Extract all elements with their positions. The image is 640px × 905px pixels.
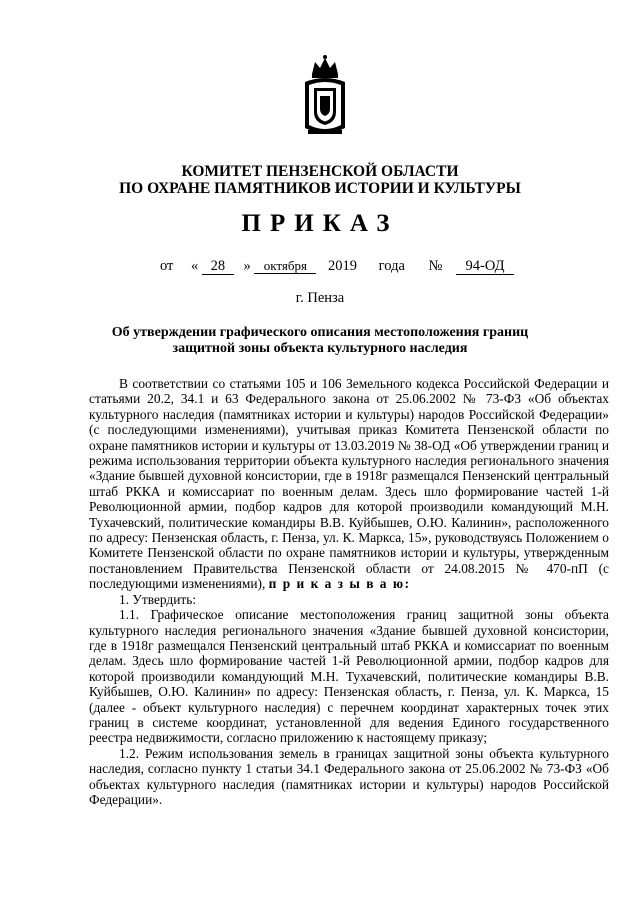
document-body bbox=[89, 376, 609, 807]
city-name: г. Пенза bbox=[295, 290, 345, 306]
date-year: 2019 bbox=[328, 258, 358, 274]
number-sign: № bbox=[428, 258, 443, 274]
year-word: года bbox=[378, 258, 405, 274]
date-prefix: от bbox=[160, 258, 174, 274]
date-month: октября bbox=[254, 258, 316, 274]
quote-close: » bbox=[243, 258, 251, 274]
quote-open: « bbox=[191, 258, 199, 274]
date-number-line bbox=[160, 258, 514, 275]
date-day: 28 bbox=[202, 259, 234, 275]
order-word: п р и к а з ы в а ю: bbox=[268, 576, 411, 592]
committee-name-line2: ПО ОХРАНЕ ПАМЯТНИКОВ ИСТОРИИ И КУЛЬТУРЫ bbox=[119, 180, 521, 197]
item-1-2: 1.2. Режим использования земель в границах защитной зоны объекта культурного наследия, согласно пункту 1 статьи 34.1 Федерального закона от 25.06.2002 № 73-ФЗ «Об объектах культурного наследия (памятниках истории и культуры) народов Российской Федерации». bbox=[89, 745, 609, 807]
committee-name-line1: КОМИТЕТ ПЕНЗЕНСКОЙ ОБЛАСТИ bbox=[181, 163, 459, 180]
coat-of-arms-icon bbox=[302, 54, 348, 138]
preamble-paragraph bbox=[89, 376, 609, 592]
document-title: ПРИКАЗ bbox=[241, 210, 399, 237]
document-number: 94-ОД bbox=[456, 259, 514, 275]
preamble-text: В соответствии со статьями 105 и 106 Земельного кодекса Российской Федерации и статьями 20.2, 34.1 и 63 Федерального закона от 25.06.2002 № 73-ФЗ «Об объектах культурного наследия (памятниках истории и культуры) народов Российской Федерации» (с последующими изменениями), учитывая приказ Комитета Пензенской области по охране памятников истории и культуры от 13.03.2019 № 38-ОД «Об утверждении границ и режима использования территории объекта культурного наследия регионального значения «Здание бывшей духовной консистории, где в 1918г размещался Пензенский центральный штаб РККА и комиссариат по военным делам. Здесь шло формирование частей 1-й Революционной армии, подбор кадров для которой производили командующий М.Н. Тухачевский, политические командиры В.В. Куйбышев, О.Ю. Калинин», расположенного по адресу: Пензенская область, г. Пенза, ул. К. Маркса, 15», руководствуясь Положением о Комитете Пензенской области по охране памятников истории и культуры, утвержденным постановлением Правительства Пензенской области от 24.08.2015 № 470-пП (с последующими изменениями), bbox=[89, 376, 609, 592]
item-1: 1. Утвердить: bbox=[119, 591, 197, 607]
item-1-1: 1.1. Графическое описание местоположения границ защитной зоны объекта культурного наследия регионального значения «Здание бывшей духовной консистории, где в 1918г размещался Пензенский центральный штаб РККА и комиссариат по военным делам. Здесь шло формирование частей 1-й Революционной армии, подбор кадров для которой производили командующий М.Н. Тухачевский, политические командиры В.В. Куйбышев, О.Ю. Калинин» по адресу: Пензенская область, г. Пенза, ул. К. Маркса, 15 (далее - объект культурного наследия) с перечнем координат характерных точек этих границ в системе координат, установленной для ведения Единого государственного реестра недвижимости, согласно приложению к настоящему приказу; bbox=[89, 607, 609, 746]
subject-line1: Об утверждении графического описания местоположения границ bbox=[111, 325, 529, 340]
subject-line2: защитной зоны объекта культурного наследия bbox=[172, 341, 468, 356]
committee-name bbox=[60, 163, 580, 197]
document-subject bbox=[100, 325, 540, 357]
